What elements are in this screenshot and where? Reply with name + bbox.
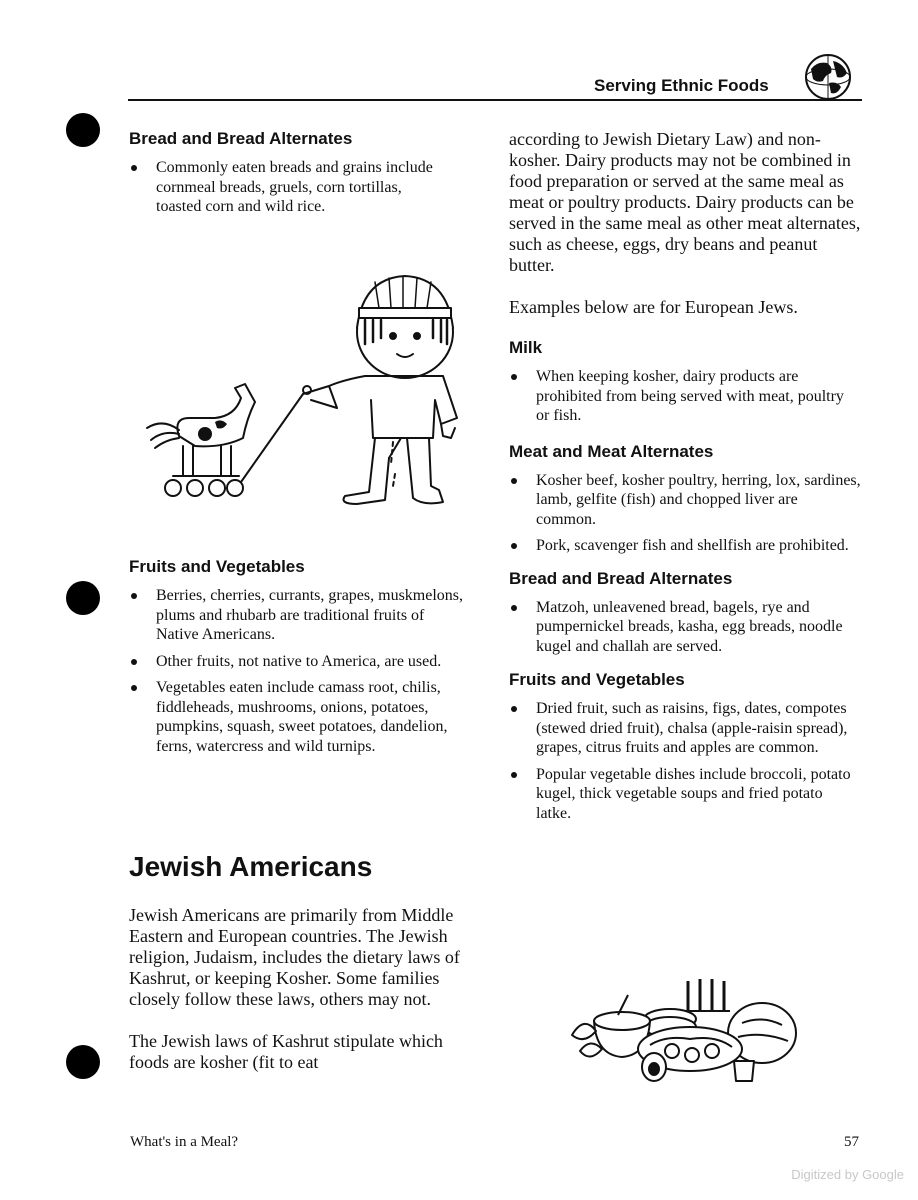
list-item: Other fruits, not native to America, are used.	[129, 652, 469, 672]
kashrut-paragraph-continued: according to Jewish Dietary Law) and non-kosher. Dairy products may not be combined in food preparation or served at the same meal as meat or poultry products. Dairy products can be served in the same meal as other meat alternates, such as cheese, eggs, dry beans and peanut butter.	[509, 129, 861, 275]
section-heading-fruits: Fruits and Vegetables	[509, 670, 685, 689]
digitized-watermark: Digitized by Google	[791, 1167, 904, 1182]
page-number: 57	[844, 1134, 859, 1150]
list-item: Dried fruit, such as raisins, figs, dates, compotes (stewed dried fruit), chalsa (apple-raisin spread), grapes, citrus fruits and apples are common.	[509, 699, 861, 758]
section-heading-fruits: Fruits and Vegetables	[129, 557, 305, 576]
section-heading-bread: Bread and Bread Alternates	[509, 568, 733, 588]
child-with-toy-horse-illustration	[143, 268, 465, 512]
binder-hole-middle	[66, 581, 100, 615]
list-item: Kosher beef, kosher poultry, herring, lox, sardines, lamb, gelfite (fish) and chopped liver are common.	[509, 471, 861, 530]
section-heading-milk: Milk	[509, 338, 543, 357]
binder-hole-top	[66, 113, 100, 147]
kashrut-paragraph: The Jewish laws of Kashrut stipulate which foods are kosher (fit to eat	[129, 1031, 443, 1072]
list-item: When keeping kosher, dairy products are prohibited from being served with meat, poultry or fish.	[509, 367, 861, 426]
milk-list	[509, 367, 861, 426]
list-item: Vegetables eaten include camass root, chilis, fiddleheads, mushrooms, onions, potatoes, pumpkins, squash, sweet potatoes, dandelion, ferns, watercress and wild turnips.	[129, 678, 469, 756]
list-item: Popular vegetable dishes include broccoli, potato kugel, thick vegetable soups and fried potato latke.	[509, 765, 861, 824]
section-title: Jewish Americans	[129, 851, 373, 882]
fruits-list	[129, 586, 469, 756]
section-heading-meat: Meat and Meat Alternates	[509, 441, 714, 461]
holiday-meal-illustration	[566, 975, 804, 1085]
fruits-list	[509, 699, 861, 823]
footer-book-title: What's in a Meal?	[130, 1134, 239, 1150]
section-heading-bread: Bread and Bread Alternates	[129, 129, 353, 148]
intro-paragraph: Jewish Americans are primarily from Middle Eastern and European countries. The Jewish religion, Judaism, includes the dietary laws of Kashrut, or keeping Kosher. Some families closely follow these laws, others may not.	[129, 905, 460, 1009]
list-item: Berries, cherries, currants, grapes, muskmelons, plums and rhubarb are traditional fruits of Native Americans.	[129, 586, 469, 645]
running-header-title: Serving Ethnic Foods	[594, 76, 769, 95]
binder-hole-bottom	[66, 1045, 100, 1079]
left-column-lower	[129, 557, 489, 763]
header-rule	[128, 99, 862, 101]
jewish-americans-section	[129, 851, 479, 1073]
right-column	[509, 129, 861, 830]
examples-note: Examples below are for European Jews.	[509, 297, 798, 317]
globe-icon	[803, 53, 853, 101]
list-item: Pork, scavenger fish and shellfish are prohibited.	[509, 536, 861, 556]
meat-list	[509, 471, 861, 556]
list-item: Matzoh, unleavened bread, bagels, rye and pumpernickel breads, kasha, egg breads, noodle kugel and challah are served.	[509, 598, 861, 657]
left-column	[129, 129, 489, 224]
bread-list	[129, 158, 449, 217]
list-item: Commonly eaten breads and grains include cornmeal breads, gruels, corn tortillas, toasted corn and wild rice.	[129, 158, 449, 217]
bread-list	[509, 598, 861, 657]
